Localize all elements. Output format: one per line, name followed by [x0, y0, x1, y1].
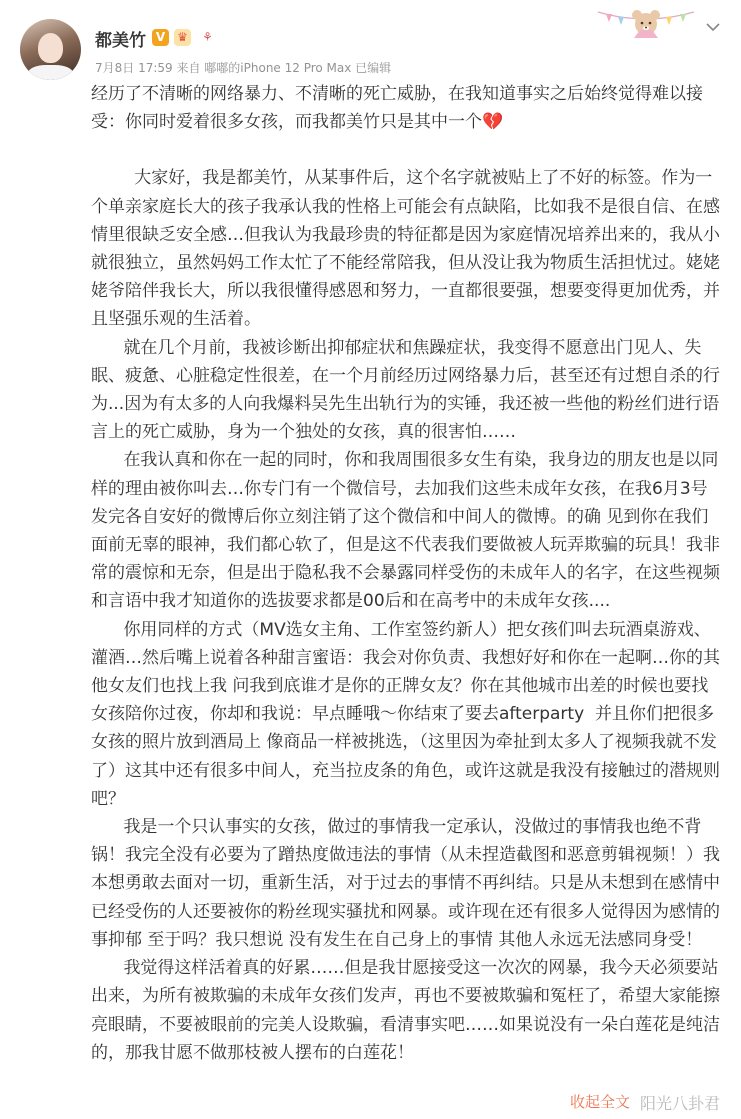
post-body — [91, 80, 721, 1067]
avatar-shirt — [28, 65, 73, 80]
collapse-full-text-link[interactable]: 收起全文 — [570, 1093, 631, 1111]
post-header — [0, 0, 741, 80]
post-meta: 7月8日 17:59 来自 嘟嘟的iPhone 12 Pro Max 已编辑 — [95, 61, 392, 75]
avatar[interactable] — [20, 19, 81, 80]
crown-badge-icon[interactable]: ♛ — [174, 29, 191, 46]
vip-badge-icon[interactable]: V — [152, 29, 169, 46]
post-paragraph: 大家好，我是都美竹，从某事件后，这个名字就被贴上了不好的标签。作为一个单亲家庭长大的孩子我承认我的性格上可能会有点缺陷，比如我不是很自信、在感情里很缺乏安全感…但我认为我最珍贵的特征都是因为家庭情况培养出来的，我从小就很独立，虽然妈妈工作太忙了不能经常陪我，但从没让我为物质生活担忧过。姥姥姥爷陪伴我长大，所以我很懂得感恩和努力，一直都很要强，想要变得更加优秀，并且坚强乐观的生活着。 — [91, 168, 720, 330]
avatar-face — [38, 33, 63, 63]
chevron-down-icon[interactable] — [703, 20, 723, 36]
post-paragraph: 我是一个只认事实的女孩，做过的事情我一定承认，没做过的事情我也绝不背锅！我完全没有必要为了蹭热度做违法的事情（从未捏造截图和恶意剪辑视频！）我本想勇敢去面对一切，重新生活，对于过去的事情不再纠结。只是从未想到在感情中已经受伤的人还要被你的粉丝现实骚扰和网暴。或许现在还有很多人觉得因为感情的事抑郁 至于吗？我只想说 没有发生在自己身上的事情 其他人永远无法感同身受！ — [91, 817, 720, 950]
post-paragraph: 你用同样的方式（MV选女主角、工作室签约新人）把女孩们叫去玩酒桌游戏、灌酒…然后嘴上说着各种甜言蜜语：我会对你负责、我想好好和你在一起啊…你的其他女友们也找上我 问我到底谁才是你的正牌女友？你在其他城市出差的时候也要找女孩陪你过夜，你却和我说：早点睡哦～你结束了要去afterparty 并且你们把很多女孩的照片放到酒局上 像商品一样被挑选，（这里因为牵扯到太多人了视频我就不发了）这其中还有很多中间人，充当拉皮条的角色，或许这就是我没有接触过的潜规则吧？ — [91, 619, 720, 809]
username[interactable]: 都美竹 — [95, 31, 146, 51]
post-paragraph: 在我认真和你在一起的同时，你和我周围很多女生有染，我身边的朋友也是以同样的理由被你叫去…你专门有一个微信号，去加我们这些未成年女孩，在我6月3号发完各自安好的微博后你立刻注销了这个微信和中间人的微博。的确 见到你在我们面前无辜的眼神，我们都心软了，但是这不代表我们要做被人玩弄欺骗的玩具！我非常的震惊和无奈，但是出于隐私我不会暴露同样受伤的未成年人的名字，在这些视频和言语中我才知道你的选拔要求都是00后和在高考中的未成年女孩.... — [91, 450, 720, 612]
post-paragraph: 就在几个月前，我被诊断出抑郁症状和焦躁症状，我变得不愿意出门见人、失眠、疲惫、心脏稳定性很差，在一个月前经历过网络暴力后，甚至还有过想自杀的行为...因为有太多的人向我爆料吴先生出轨行为的实锤，我还被一些他的粉丝们进行语言上的死亡威胁，身为一个独处的女孩，真的很害怕…… — [91, 337, 720, 443]
broken-heart-icon: 💔 — [482, 112, 504, 133]
post-paragraph: 经历了不清晰的网络暴力、不清晰的死亡威胁，在我知道事实之后始终觉得难以接受：你同时爱着很多女孩，而我都美竹只是其中一个💔 — [91, 84, 703, 133]
post-paragraph: 我觉得这样活着真的好累……但是我甘愿接受这一次次的网暴，我今天必须要站出来，为所有被欺骗的未成年女孩们发声，再也不要被欺骗和冤枉了，希望大家能擦亮眼睛，不要被眼前的完美人设欺骗，看清事实吧……如果说没有一朵白莲花是纯洁的，那我甘愿不做那枝被人摆布的白莲花！ — [91, 958, 720, 1063]
watermark: 阳光八卦君 — [640, 1094, 721, 1113]
medal-badge-icon[interactable]: ⚘ — [202, 30, 213, 44]
bear-bunting-decoration-icon — [596, 4, 696, 44]
